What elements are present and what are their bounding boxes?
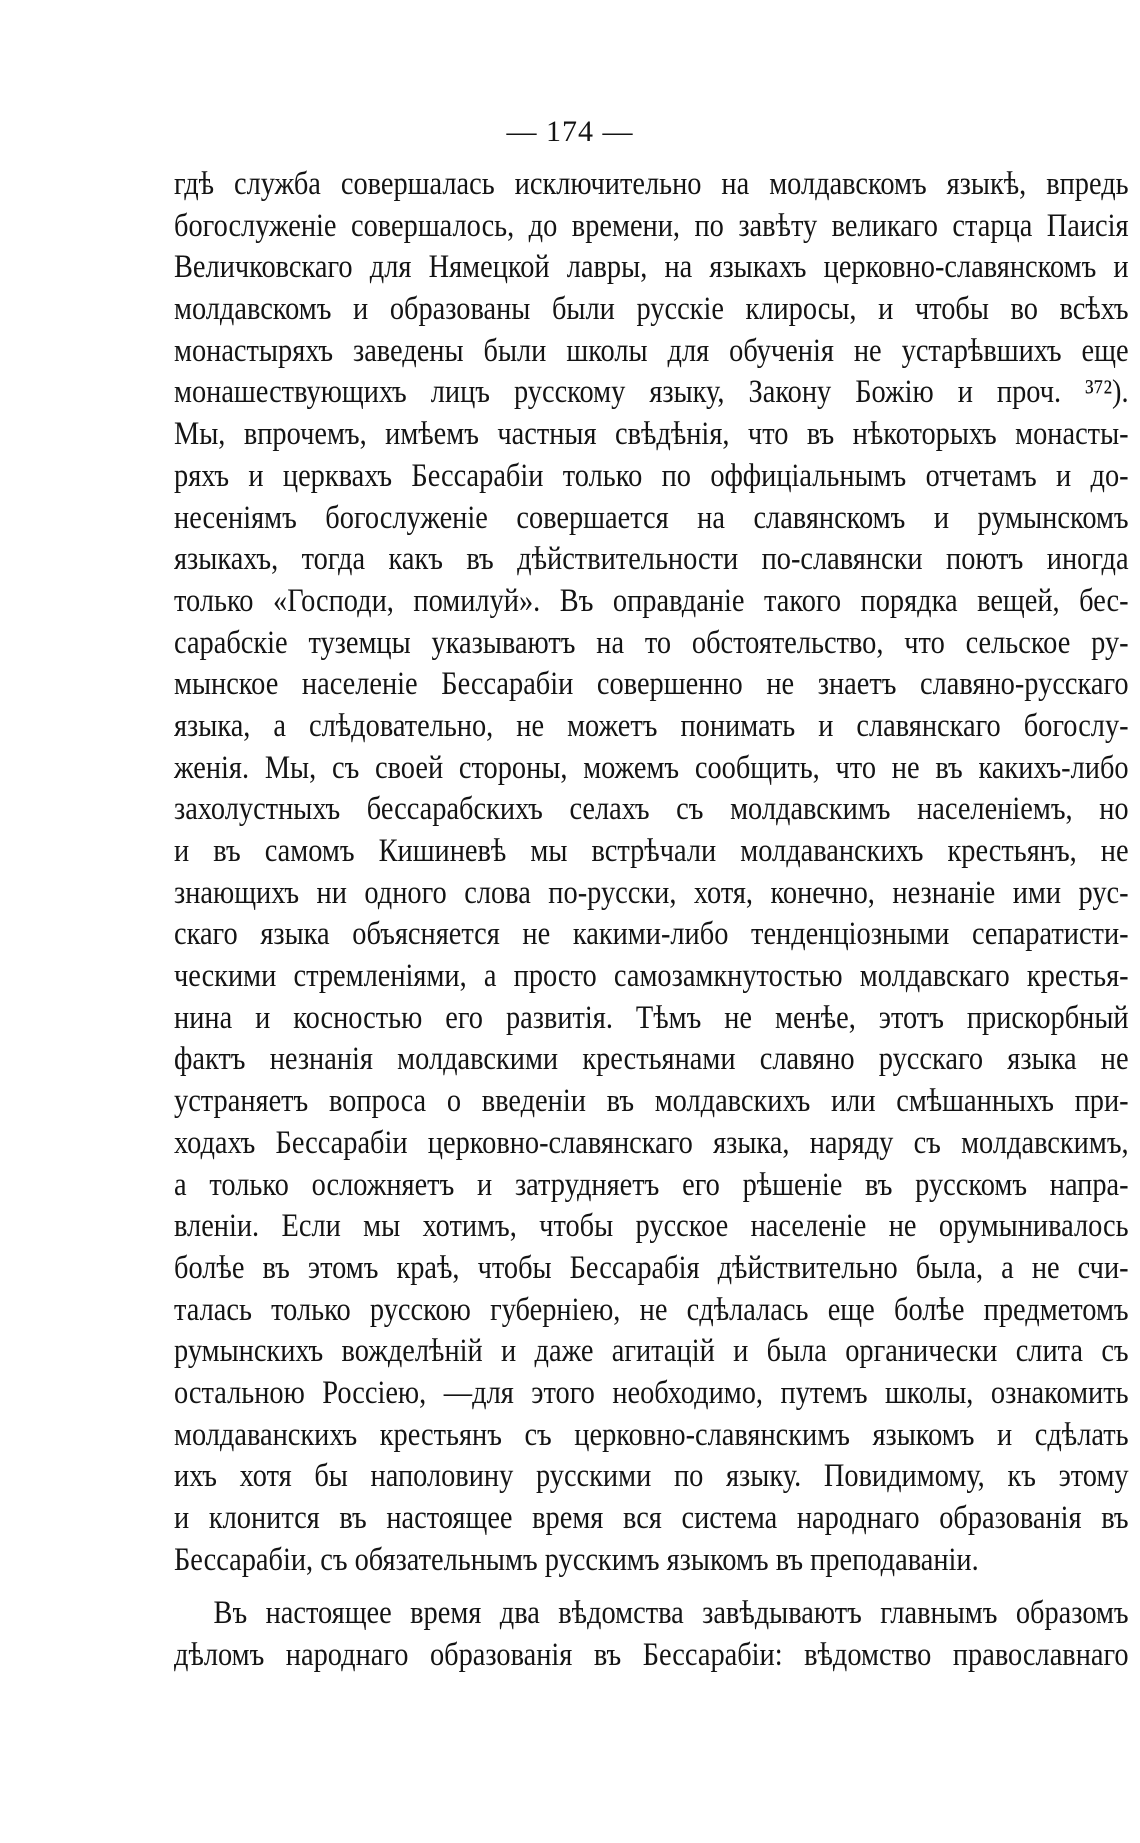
text-line: женія. Мы, съ своей стороны, можемъ сообщить, что не въ какихъ-либо	[174, 749, 1129, 786]
text-line: монашествующихъ лицъ русскому языку, Закону Божію и проч. ³⁷²).	[174, 374, 1129, 411]
text-line: ряхъ и церквахъ Бессарабіи только по оффиціальнымъ отчетамъ и до-	[174, 457, 1129, 494]
text-line: захолустныхъ бессарабскихъ селахъ съ молдавскимъ населеніемъ, но	[174, 791, 1129, 828]
text-line: скаго языка объясняется не какими-либо тенденціозными сепаратисти-	[174, 916, 1129, 953]
text-line: и клонится въ настоящее время вся система народнаго образованія въ	[174, 1500, 1129, 1536]
text-line: монастыряхъ заведены были школы для обученія не устарѣвшихъ еще	[174, 332, 1129, 369]
text-line: несеніямъ богослуженіе совершается на славянскомъ и румынскомъ	[174, 499, 1129, 536]
text-line: молдавскомъ и образованы были русскіе клиросы, и чтобы во всѣхъ	[174, 291, 1129, 328]
text-line: вленіи. Если мы хотимъ, чтобы русское населеніе не орумынивалось	[174, 1208, 1129, 1245]
paragraph-1	[174, 164, 1129, 1581]
text-line: талась только русскою губерніею, не сдѣлалась еще болѣе предметомъ	[174, 1291, 1129, 1328]
text-line: ихъ хотя бы наполовину русскими по языку. Повидимому, къ этому	[174, 1458, 1129, 1495]
paragraph-2	[174, 1593, 1129, 1676]
text-line: языкахъ, тогда какъ въ дѣйствительности по-славянски поютъ иногда	[174, 541, 1129, 578]
text-line: мынское населеніе Бессарабіи совершенно не знаетъ славяно-русскаго	[174, 666, 1129, 703]
text-line: гдѣ служба совершалась исключительно на молдавскомъ языкѣ, впредь	[174, 166, 1129, 202]
text-line: нина и косностью его развитія. Тѣмъ не менѣе, этотъ прискорбный	[174, 999, 1129, 1036]
text-line: сарабскіе туземцы указываютъ на то обстоятельство, что сельское ру-	[174, 624, 1129, 661]
text-line: языка, а слѣдовательно, не можетъ понимать и славянскаго богослу-	[174, 707, 1129, 744]
text-line: румынскихъ вожделѣній и даже агитацій и была органически слита съ	[174, 1333, 1129, 1370]
text-line: Бессарабіи, съ обязательнымъ русскимъ языкомъ въ преподаваніи.	[174, 1541, 979, 1578]
text-line: Мы, впрочемъ, имѣемъ частныя свѣдѣнія, что въ нѣкоторыхъ монасты-	[174, 416, 1129, 453]
text-line: знающихъ ни одного слова по-русски, хотя, конечно, незнаніе ими рус-	[174, 874, 1129, 911]
page-number: — 174 —	[506, 115, 634, 148]
text-line: болѣе въ этомъ краѣ, чтобы Бессарабія дѣйствительно была, а не счи-	[174, 1249, 1129, 1286]
text-line: и въ самомъ Кишиневѣ мы встрѣчали молдаванскихъ крестьянъ, не	[174, 833, 1129, 869]
text-line: Въ настоящее время два вѣдомства завѣдываютъ главнымъ образомъ	[213, 1595, 1129, 1632]
text-line: богослуженіе совершалось, до времени, по завѣту великаго старца Паисія	[174, 207, 1129, 244]
text-line: фактъ незнанія молдавскими крестьянами славяно русскаго языка не	[174, 1041, 1129, 1078]
text-line: остальною Россіею, —для этого необходимо, путемъ школы, ознакомить	[174, 1374, 1129, 1411]
text-line: Величковскаго для Нямецкой лавры, на языкахъ церковно-славянскомъ и	[174, 249, 1129, 286]
text-line: устраняетъ вопроса о введеніи въ молдавскихъ или смѣшанныхъ при-	[174, 1083, 1129, 1120]
text-line: дѣломъ народнаго образованія въ Бессарабіи: вѣдомство православнаго	[174, 1637, 1129, 1674]
text-line: ческими стремленіями, а просто самозамкнутостью молдавскаго крестья-	[174, 958, 1129, 995]
text-line: только «Господи, помилуй». Въ оправданіе такого порядка вещей, бес-	[174, 582, 1129, 619]
text-line: ходахъ Бессарабіи церковно-славянскаго языка, наряду съ молдавскимъ,	[174, 1124, 1129, 1161]
paragraph-gap	[174, 1581, 1129, 1593]
body-text	[174, 164, 1129, 1677]
text-line: молдаванскихъ крестьянъ съ церковно-славянскимъ языкомъ и сдѣлать	[174, 1416, 1129, 1453]
text-line: а только осложняетъ и затрудняетъ его рѣшеніе въ русскомъ напра-	[174, 1166, 1129, 1203]
